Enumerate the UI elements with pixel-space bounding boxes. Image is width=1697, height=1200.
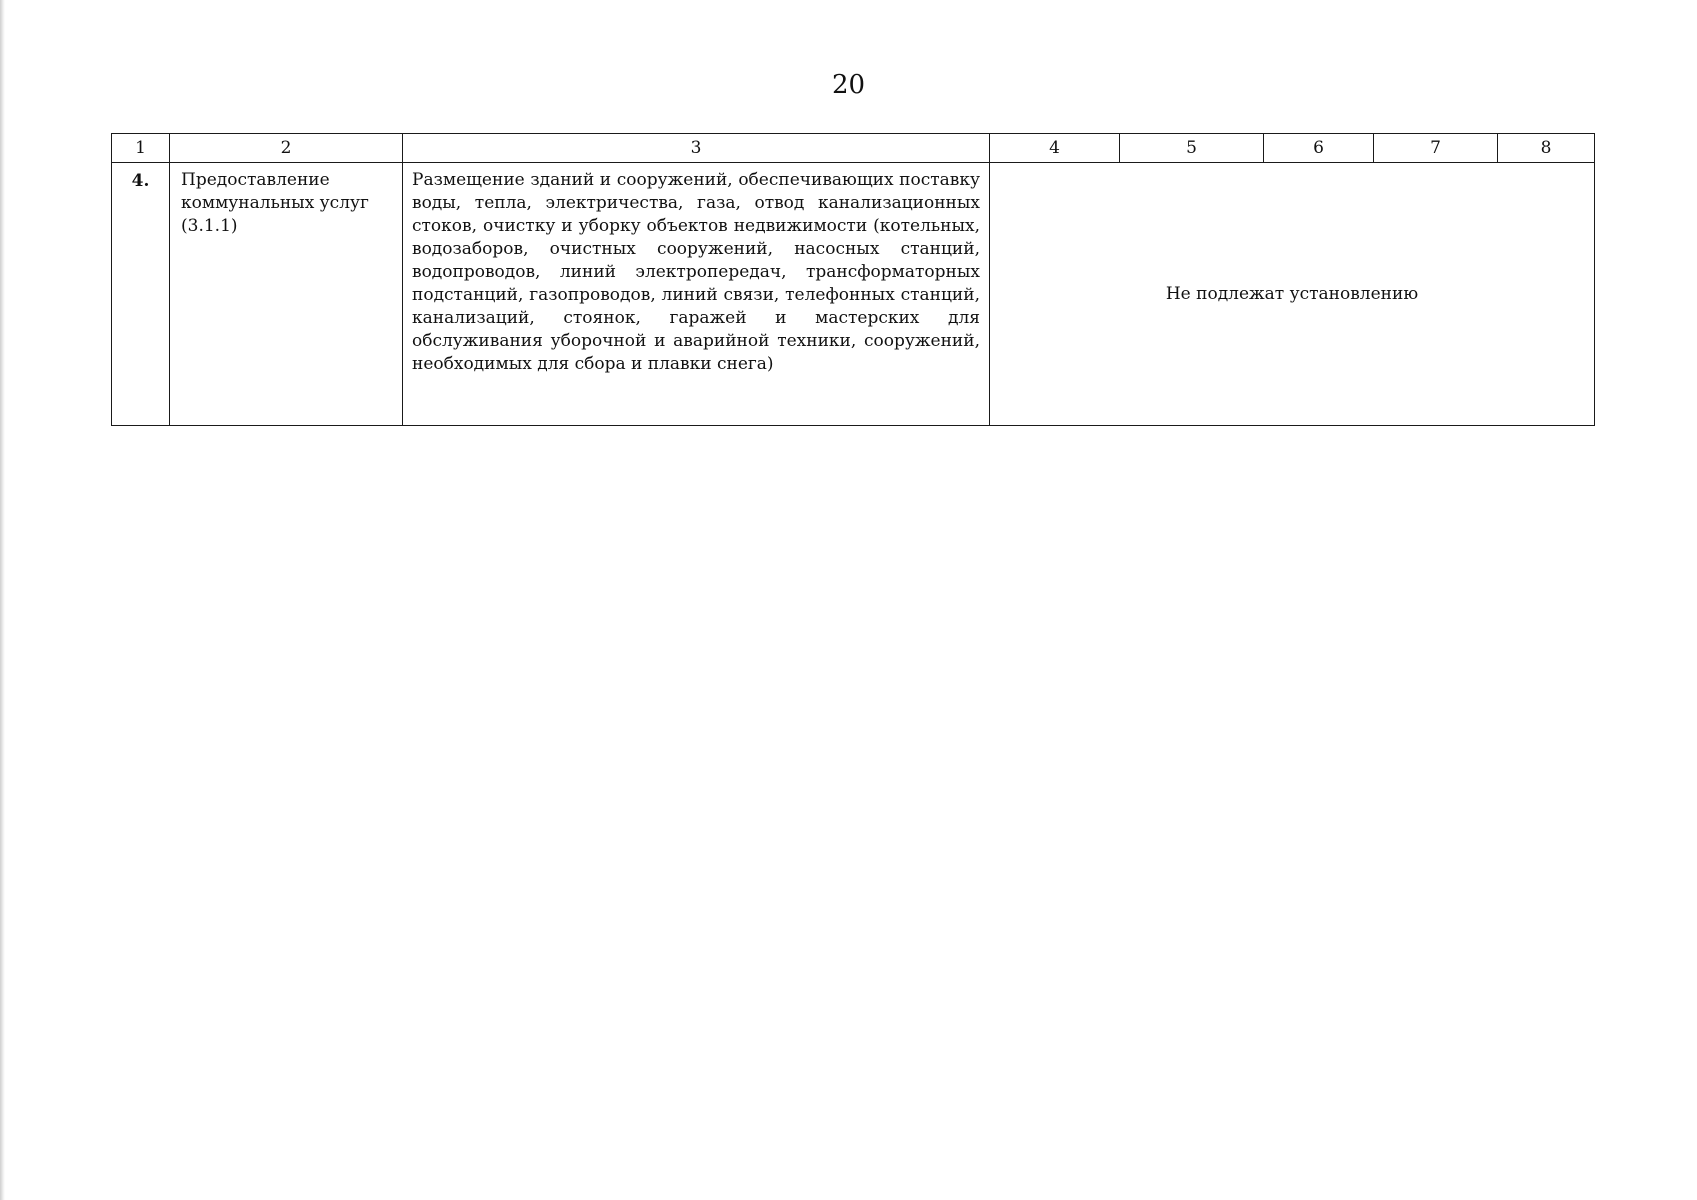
column-number-row (112, 134, 1595, 163)
column-header-4: 4 (990, 134, 1120, 163)
column-header-8: 8 (1498, 134, 1595, 163)
land-use-name-line-2: коммунальных услуг (181, 193, 369, 213)
column-header-5: 5 (1120, 134, 1264, 163)
column-header-1: 1 (112, 134, 170, 163)
column-header-6: 6 (1264, 134, 1374, 163)
table-row (112, 163, 1595, 426)
parameters-not-established: Не подлежат установлению (990, 163, 1595, 426)
row-number: 4. (112, 163, 170, 426)
column-header-2: 2 (170, 134, 403, 163)
regulations-table (111, 133, 1595, 426)
land-use-name (170, 163, 403, 426)
land-use-description: Размещение зданий и сооружений, обеспечивающих поставку воды, тепла, электричества, газа, отвод канализационных стоков, очистку и уборку объектов недвижимости (котельных, водозаборов, очистных сооружений, насосных станций, водопроводов, линий электропередач, трансформаторных подстанций, газопроводов, линий связи, телефонных станций, канализаций, стоянок, гаражей и мастерских для обслуживания уборочной и аварийной техники, сооружений, необходимых для сбора и плавки снега) (403, 163, 990, 426)
scan-edge (0, 0, 5, 1200)
land-use-name-line-1: Предоставление (181, 170, 330, 190)
column-header-7: 7 (1374, 134, 1498, 163)
land-use-code: (3.1.1) (181, 216, 238, 236)
page-number: 20 (831, 70, 866, 100)
column-header-3: 3 (403, 134, 990, 163)
